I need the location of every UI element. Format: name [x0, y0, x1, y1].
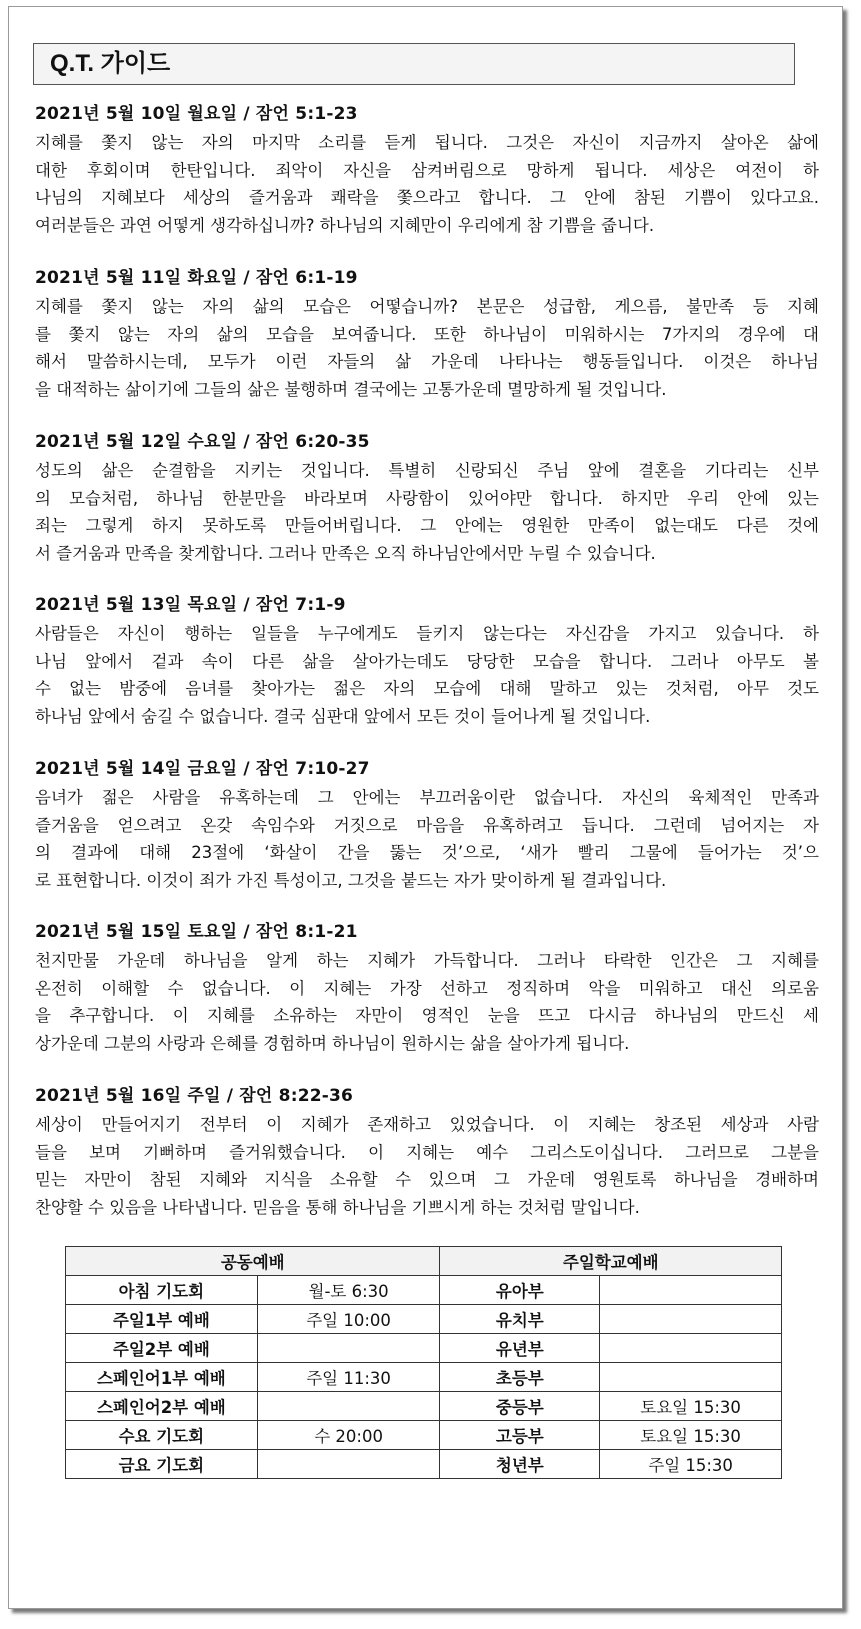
service-time: 월-토 6:30	[257, 1276, 440, 1305]
entry-line: 들을 보며 기뻐하며 즐거워했습니다. 이 지혜는 예수 그리스도이십니다. 그러므로 그분을	[35, 1142, 819, 1162]
department-time: 토요일 15:30	[600, 1421, 782, 1450]
department-time	[600, 1363, 782, 1392]
schedule-row	[66, 1334, 782, 1363]
service-time	[257, 1450, 440, 1479]
entry-line: 세상이 만들어지기 전부터 이 지혜가 존재하고 있었습니다. 이 지혜는 창조된 세상과 사람	[35, 1115, 819, 1134]
department-time	[600, 1334, 782, 1363]
entry-line: 음녀가 젊은 사람을 유혹하는데 그 안에는 부끄러움이란 없습니다. 자신의 육체적인 만족과	[35, 788, 819, 807]
service-time: 수 20:00	[257, 1421, 440, 1450]
qt-entry	[35, 267, 819, 403]
entry-line: 믿는 자만이 참된 지혜와 지식을 소유할 수 있으며 그 가운데 영원토록 하나님을 경배하며	[35, 1170, 819, 1190]
qt-entry	[35, 103, 819, 239]
service-name: 주일2부 예배	[66, 1334, 258, 1363]
entry-line: 지혜를 쫓지 않는 자의 삶의 모습은 어떻습니까? 본문은 성급함, 게으름, 불만족 등 지혜	[35, 297, 819, 316]
entry-line: 상가운데 그분의 사랑과 은혜를 경험하며 하나님이 원하시는 삶을 살아가게 됩니다.	[35, 1033, 630, 1053]
department-name: 청년부	[440, 1450, 600, 1479]
entry-body	[35, 784, 819, 894]
entry-line: 을 대적하는 삶이기에 그들의 삶은 불행하며 결국에는 고통가운데 멸망하게 될 것입니다.	[35, 379, 667, 399]
schedule-row	[66, 1305, 782, 1334]
entry-heading: 2021년 5월 15일 토요일 / 잠언 8:1-21	[35, 922, 358, 942]
qt-entry	[35, 431, 819, 567]
entry-heading: 2021년 5월 11일 화요일 / 잠언 6:1-19	[35, 268, 358, 288]
entry-line: 나님의 지혜보다 세상의 즐거움과 쾌락을 쫓으라고 합니다. 그 안에 참된 기쁨이 있다고요.	[35, 188, 819, 208]
department-time	[600, 1305, 782, 1334]
department-name: 유치부	[440, 1305, 600, 1334]
entry-line: 를 쫓지 않는 자의 삶의 모습을 보여줍니다. 또한 하나님이 미워하시는 7가지의 경우에 대	[35, 324, 819, 344]
department-time: 토요일 15:30	[600, 1392, 782, 1421]
schedule-row	[66, 1363, 782, 1392]
entry-line: 죄는 그렇게 하지 못하도록 만들어버립니다. 그 안에는 영원한 만족이 없는대도 다른 것에	[35, 516, 819, 536]
service-time	[257, 1392, 440, 1421]
service-name: 수요 기도회	[66, 1421, 258, 1450]
department-name: 중등부	[440, 1392, 600, 1421]
service-time: 주일 11:30	[257, 1363, 440, 1392]
department-name: 유아부	[440, 1276, 600, 1305]
department-time: 주일 15:30	[600, 1450, 782, 1479]
worship-schedule-table	[65, 1246, 782, 1479]
page-title: Q.T. 가이드	[33, 43, 795, 85]
qt-entry	[35, 921, 819, 1057]
department-name: 초등부	[440, 1363, 600, 1392]
entry-line: 대한 후회이며 한탄입니다. 죄악이 자신을 삼켜버림으로 망하게 됩니다. 세상은 여전이 하	[35, 160, 819, 180]
header-sunday-school: 주일학교예배	[440, 1247, 782, 1276]
qt-entry	[35, 1085, 819, 1221]
entry-line: 로 표현합니다. 이것이 죄가 가진 특성이고, 그것을 붙드는 자가 맞이하게 될 결과입니다.	[35, 870, 667, 890]
entry-heading: 2021년 5월 14일 금요일 / 잠언 7:10-27	[35, 759, 370, 779]
schedule-body	[66, 1276, 782, 1479]
entry-line: 여러분들은 과연 어떻게 생각하십니까? 하나님의 지혜만이 우리에게 참 기쁨을 줍니다.	[35, 215, 655, 235]
qt-entry	[35, 594, 819, 730]
entry-line: 즐거움을 얻으려고 온갖 속임수와 거짓으로 마음을 유혹하려고 듭니다. 그런데 넘어지는 자	[35, 815, 819, 835]
entry-body	[35, 129, 819, 239]
schedule-header-row	[66, 1247, 782, 1276]
entry-heading: 2021년 5월 12일 수요일 / 잠언 6:20-35	[35, 432, 370, 452]
entry-body	[35, 1111, 819, 1221]
service-time: 주일 10:00	[257, 1305, 440, 1334]
entry-line: 서 즐거움과 만족을 찾게합니다. 그러나 만족은 오직 하나님안에서만 누릴 수 있습니다.	[35, 543, 656, 563]
entry-heading: 2021년 5월 13일 목요일 / 잠언 7:1-9	[35, 595, 346, 615]
schedule-row	[66, 1421, 782, 1450]
entry-line: 찬양할 수 있음을 나타냅니다. 믿음을 통해 하나님을 기쁘시게 하는 것처럼 말입니다.	[35, 1197, 640, 1217]
service-name: 금요 기도회	[66, 1450, 258, 1479]
entry-heading: 2021년 5월 16일 주일 / 잠언 8:22-36	[35, 1086, 354, 1106]
service-time	[257, 1334, 440, 1363]
header-common-worship: 공동예배	[66, 1247, 440, 1276]
schedule-row	[66, 1392, 782, 1421]
service-name: 스페인어1부 예배	[66, 1363, 258, 1392]
entry-body	[35, 620, 819, 730]
bulletin-page	[8, 6, 843, 1609]
entry-line: 수 없는 밤중에 음녀를 찾아가는 젊은 자의 모습에 대해 말하고 있는 것처럼, 아무 것도	[35, 679, 819, 699]
entry-line: 을 추구합니다. 이 지혜를 소유하는 자만이 영적인 눈을 뜨고 다시금 하나님의 만드신 세	[35, 1006, 819, 1026]
schedule-row	[66, 1450, 782, 1479]
service-name: 아침 기도회	[66, 1276, 258, 1305]
service-name: 주일1부 예배	[66, 1305, 258, 1334]
department-name: 고등부	[440, 1421, 600, 1450]
entry-body	[35, 457, 819, 567]
department-name: 유년부	[440, 1334, 600, 1363]
entry-line: 나님 앞에서 겉과 속이 다른 삶을 살아가는데도 당당한 모습을 합니다. 그러나 아무도 볼	[35, 651, 819, 671]
entry-body	[35, 947, 819, 1057]
schedule-row	[66, 1276, 782, 1305]
entry-line: 의 모습처럼, 하나님 한분만을 바라보며 사랑함이 있어야만 합니다. 하지만 우리 안에 있는	[35, 488, 819, 508]
entry-line: 하나님 앞에서 숨길 수 없습니다. 결국 심판대 앞에서 모든 것이 들어나게 될 것입니다.	[35, 706, 651, 726]
entry-line: 사람들은 자신이 행하는 일들을 누구에게도 들키지 않는다는 자신감을 가지고 있습니다. 하	[35, 624, 819, 643]
entry-body	[35, 293, 819, 403]
department-time	[600, 1276, 782, 1305]
entry-heading: 2021년 5월 10일 월요일 / 잠언 5:1-23	[35, 104, 358, 124]
entry-line: 의 결과에 대해 23절에 ‘화살이 간을 뚫는 것’으로, ‘새가 빨리 그물에 들어가는 것’으	[35, 843, 819, 863]
entry-line: 온전히 이해할 수 없습니다. 이 지혜는 가장 선하고 정직하며 악을 미워하고 대신 의로움	[35, 978, 819, 998]
service-name: 스페인어2부 예배	[66, 1392, 258, 1421]
qt-entry	[35, 758, 819, 894]
entry-line: 지혜를 쫓지 않는 자의 마지막 소리를 듣게 됩니다. 그것은 자신이 지금까지 살아온 삶에	[35, 133, 819, 152]
entry-line: 성도의 삶은 순결함을 지키는 것입니다. 특별히 신랑되신 주님 앞에 결혼을 기다리는 신부	[35, 461, 819, 480]
entry-line: 천지만물 가운데 하나님을 알게 하는 지혜가 가득합니다. 그러나 타락한 인간은 그 지혜를	[35, 951, 819, 970]
entry-line: 해서 말씀하시는데, 모두가 이런 자들의 삶 가운데 나타나는 행동들입니다. 이것은 하나님	[35, 352, 819, 372]
